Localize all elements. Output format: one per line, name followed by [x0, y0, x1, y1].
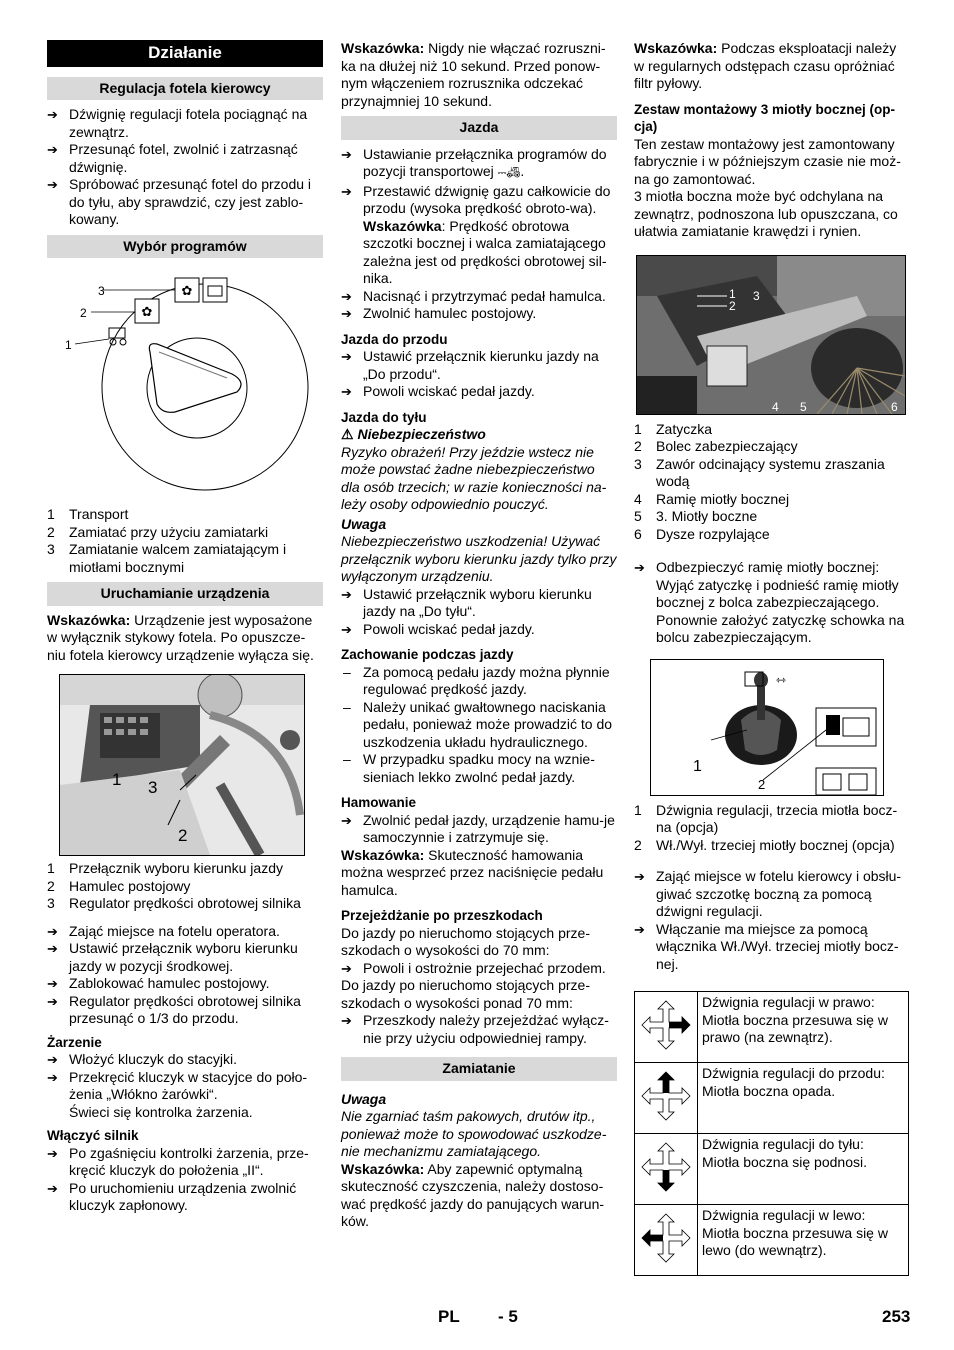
program-legend-3: 3 Zamiatanie walcem zamiatającym i miotłami bocznymi — [47, 541, 287, 575]
seat-step-1: ➔ Dźwignię regulacji fotela pociągnąć na zewnątrz. — [47, 106, 323, 141]
section-heading-seat: Regulacja fotela kierowcy — [47, 77, 323, 101]
glow-heading: Żarzenie — [47, 1034, 102, 1050]
lever-legend-2: 2 Wł./Wył. trzeciej miotły bocznej (opcja) — [634, 836, 895, 853]
behavior-item-3: – W przypadku spadku mocy na wznie-sieniach lekko zwolnć pedał jazdy. — [341, 751, 617, 786]
forward-heading: Jazda do przodu — [341, 331, 448, 347]
sweeping-caution-label: Uwaga — [341, 1090, 387, 1107]
table-row — [635, 1205, 909, 1276]
program-icon-3b — [203, 278, 227, 302]
column-1 — [47, 40, 323, 1215]
behavior-item-1: – Za pomocą pedału jazdy można płynnie regulować prędkość jazdy. — [341, 664, 617, 699]
program-legend-2: 2 Zamiatać przy użyciu zamiatarki — [47, 523, 269, 540]
seat-step-2: ➔ Przesunąć fotel, zwolnić i zatrzasnąć dźwignię. — [47, 141, 323, 176]
footer-section-page: - 5 — [498, 1307, 518, 1326]
danger-label: ⚠ Niebezpieczeństwo — [341, 426, 486, 442]
lever-illustration — [651, 660, 883, 795]
photo-label-5: 5 — [800, 399, 807, 414]
caution-label: Uwaga — [341, 515, 387, 532]
reverse-heading: Jazda do tyłu — [341, 409, 427, 425]
section-heading-programs: Wybór programów — [47, 235, 323, 259]
unlock-step: ➔ Odbezpieczyć ramię miotły bocznej: Wyjąć zatyczkę i podnieść ramię miotły bocznej z bolca zabezpieczającego. Ponownie założyć zatyczkę schowka na bolcu zabezpieczającym. — [634, 559, 908, 647]
obstacles-heading: Przejeżdżanie po przeszkodach — [341, 908, 543, 923]
drive-step-1: ➔ Ustawianie przełącznika programów do pozycji transportowej ⎓🚜︎. — [341, 146, 617, 183]
program-fig-label-2: 2 — [80, 306, 87, 320]
startup-legend-1: 1 Przełącznik wyboru kierunku jazdy — [47, 860, 283, 876]
kit-heading: Zestaw montażowy 3 miotły bocznej (op-cja) — [634, 101, 896, 134]
svg-text:⇿: ⇿ — [776, 672, 787, 687]
glow-step-2: ➔ Przekręcić kluczyk w stacyjce do poło-żenia „Włókno żarówki“. Świeci się kontrolka żarzenia. — [47, 1069, 323, 1122]
engine-heading: Włączyć silnik — [47, 1128, 139, 1143]
side-broom-photo — [636, 255, 906, 415]
section-heading-drive: Jazda — [341, 116, 617, 140]
warning-triangle-icon: ⚠ — [341, 426, 354, 442]
behavior-heading: Zachowanie podczas jazdy — [341, 647, 514, 662]
lever-label-1: 1 — [693, 757, 702, 775]
lever-label-2: 2 — [758, 776, 766, 792]
svg-text:✿: ✿ — [141, 305, 153, 320]
lever-table-text-down: Dźwignia regulacji do tyłu: Miotła boczna się podnosi. — [698, 1134, 909, 1205]
section-heading-startup: Uruchamianie urządzenia — [47, 582, 323, 606]
lever-legend-1: 1 Dźwignia regulacji, trzecia miotła bocz-na (opcja) — [634, 801, 898, 835]
obstacles-text-2: Do jazdy po nieruchomo stojących prze-szkodach o wysokości ponad 70 mm: — [341, 977, 591, 1011]
transport-icon: ⎓🚜︎ — [497, 167, 521, 179]
program-fig-label-1: 1 — [65, 338, 72, 352]
lever-photo — [650, 659, 884, 796]
reverse-step-2: ➔ Powoli wciskać pedał jazdy. — [341, 621, 617, 639]
obstacles-step-1: ➔ Powoli i ostrożnie przejechać przodem. — [341, 960, 617, 978]
forward-step-2: ➔ Powoli wciskać pedał jazdy. — [341, 383, 617, 401]
operate-step-1: ➔ Zająć miejsce w fotelu kierowcy i obsłu-giwać szczotkę boczną za pomocą dźwigni regulacji. — [634, 868, 908, 921]
obstacles-step-2: ➔ Przeszkody należy przejeżdżać wyłącz-nie przy użyciu odpowiedniej rampy. — [341, 1012, 617, 1047]
photo-label-4: 4 — [772, 399, 779, 414]
operate-step-2: ➔ Włączanie ma miejsce za pomocą włącznika Wł./Wył. trzeciej miotły bocz-nej. — [634, 921, 908, 974]
forward-step-1: ➔ Ustawić przełącznik kierunku jazdy na „Do przodu“. — [341, 348, 617, 383]
dashboard-label-1: 1 — [112, 770, 122, 789]
arrow-right-icon — [635, 992, 698, 1063]
sweeping-caution-text: Nie zgarniać taśm pakowych, drutów itp., ponieważ może to spowodować uszkodze-nie mechanizmu zamiatającego. — [341, 1108, 607, 1159]
behavior-item-2: – Należy unikać gwałtownego naciskania pedału, ponieważ może prowadzić to do uszkodzenia układu hydraulicznego. — [341, 699, 617, 752]
photo-legend-3: 3 Zawór odcinający systemu zraszania wodą — [634, 455, 885, 489]
drive-step-4: ➔ Zwolnić hamulec postojowy. — [341, 305, 617, 323]
photo-legend-6: 6 Dysze rozpylające — [634, 525, 770, 542]
photo-label-3: 3 — [753, 288, 760, 303]
dashboard-label-2: 2 — [178, 826, 188, 845]
braking-heading: Hamowanie — [341, 795, 417, 810]
startup-step-4: ➔ Regulator prędkości obrotowej silnika przesunąć o 1/3 do przodu. — [47, 993, 323, 1028]
seat-step-3: ➔ Spróbować przesunąć fotel do przodu i do tyłu, aby sprawdzić, czy jest zablo-kowany. — [47, 176, 323, 229]
arrow-left-icon — [635, 1205, 698, 1276]
engine-step-1: ➔ Po zgaśnięciu kontrolki żarzenia, prze-kręcić kluczyk do położenia „II“. — [47, 1145, 323, 1180]
dashboard-label-3: 3 — [148, 778, 158, 797]
braking-step: ➔ Zwolnić pedał jazdy, urządzenie hamu-je samoczynnie i zatrzymuje się. — [341, 812, 617, 847]
section-heading-sweeping: Zamiatanie — [341, 1057, 617, 1081]
drive-step-2: ➔ Przestawić dźwignię gazu całkowicie do przodu (wysoka prędkość obroto-wa). Wskazówka: Prędkość obrotowa szczotki bocznej i walca zamiatającego zależna jest od prędkości obrotowej sil-nika. — [341, 183, 617, 288]
caution-text: Niebezpieczeństwo uszkodzenia! Używać przełącznik wyboru kierunku jazdy tylko przy wyłączonym urządzeniu. — [341, 533, 617, 584]
program-selector-figure — [47, 264, 323, 506]
startup-step-1: ➔ Zająć miejsce na fotelu operatora. — [47, 923, 323, 941]
kit-text-1: Ten zestaw montażowy jest zamontowany fabrycznie i w późniejszym czasie nie moż-na go zamontować. — [634, 135, 901, 187]
photo-legend-1: 1 Zatyczka — [634, 420, 713, 437]
kit-text-2: 3 miotła boczna może być odchylana na zewnątrz, podnoszona lub opuszczana, co ułatwia zamiatanie krawędzi i rynien. — [634, 188, 898, 239]
footer-language: PL — [438, 1307, 460, 1326]
startup-note: Wskazówka: Urządzenie jest wyposażone w wyłącznik stykowy fotela. Po opuszcze-niu fotela kierowcy urządzenie wyłącza się. — [47, 611, 314, 663]
photo-legend-2: 2 Bolec zabezpieczający — [634, 438, 798, 454]
column-3 — [634, 40, 908, 1276]
arrow-up-icon — [635, 1063, 698, 1134]
svg-text:✿: ✿ — [181, 284, 193, 299]
program-dial-illustration — [47, 264, 323, 506]
lever-direction-table — [634, 991, 909, 1276]
program-fig-label-3: 3 — [98, 284, 105, 298]
arrow-down-icon — [635, 1134, 698, 1205]
startup-legend-2: 2 Hamulec postojowy — [47, 877, 191, 894]
sweeping-note: Wskazówka: Aby zapewnić optymalną skuteczność czyszczenia, należy dostoso-wać prędkość jazdy do panujących warun-ków. — [341, 1160, 605, 1229]
drive-step-3: ➔ Nacisnąć i przytrzymać pedał hamulca. — [341, 288, 617, 306]
reverse-step-1: ➔ Ustawić przełącznik wyboru kierunku jazdy na „Do tyłu“. — [341, 586, 617, 621]
column-2 — [341, 40, 617, 1231]
photo-label-1: 1 — [729, 286, 736, 301]
startup-step-2: ➔ Ustawić przełącznik wyboru kierunku jazdy w pozycji środkowej. — [47, 940, 323, 975]
glow-step-1: ➔ Włożyć kluczyk do stacyjki. — [47, 1051, 323, 1069]
lever-table-text-up: Dźwignia regulacji do przodu: Miotła boczna opada. — [698, 1063, 909, 1134]
photo-legend-4: 4 Ramię miotły bocznej — [634, 490, 790, 507]
startup-legend-3: 3 Regulator prędkości obrotowej silnika — [47, 895, 301, 911]
lever-table-text-left: Dźwignia regulacji w lewo: Miotła boczna przesuwa się w lewo (do wewnątrz). — [698, 1205, 909, 1276]
page-title: Działanie — [47, 40, 323, 67]
lever-table-text-right: Dźwignia regulacji w prawo: Miotła boczna przesuwa się w prawo (na zewnątrz). — [698, 992, 909, 1063]
starter-note: Wskazówka: Nigdy nie włączać rozruszni-ka na dłużej niż 10 sekund. Przed ponow-nym włączeniem rozrusznika odczekać przynajmniej 10 sekund. — [341, 40, 606, 109]
filter-note: Wskazówka: Podczas eksploatacji należy w regularnych odstępach czasu opróżniać filtr pyłowy. — [634, 40, 897, 91]
obstacles-text-1: Do jazdy po nieruchomo stojących prze-szkodach o wysokości do 70 mm: — [341, 924, 591, 958]
braking-note: Wskazówka: Skuteczność hamowania można wesprzeć przez naciśnięcie pedału hamulca. — [341, 846, 604, 898]
startup-step-3: ➔ Zablokować hamulec postojowy. — [47, 975, 323, 993]
photo-label-6: 6 — [891, 399, 898, 414]
table-row — [635, 992, 909, 1063]
photo-legend-5: 5 3. Miotły boczne — [634, 508, 758, 524]
table-row — [635, 1134, 909, 1205]
footer-page-number: 253 — [882, 1307, 911, 1326]
table-row — [635, 1063, 909, 1134]
dashboard-photo — [59, 674, 305, 856]
danger-text: Ryzyko obrażeń! Przy jeździe wstecz nie może powstać żadne niebezpieczeństwo dla osób trzecich; w razie konieczności na-leży osoby odpowiednio pouczyć. — [341, 443, 607, 512]
program-legend-1: 1 Transport — [47, 506, 129, 522]
side-broom-illustration — [637, 256, 905, 414]
photo-label-2: 2 — [729, 298, 736, 313]
engine-step-2: ➔ Po uruchomieniu urządzenia zwolnić kluczyk zapłonowy. — [47, 1180, 323, 1215]
